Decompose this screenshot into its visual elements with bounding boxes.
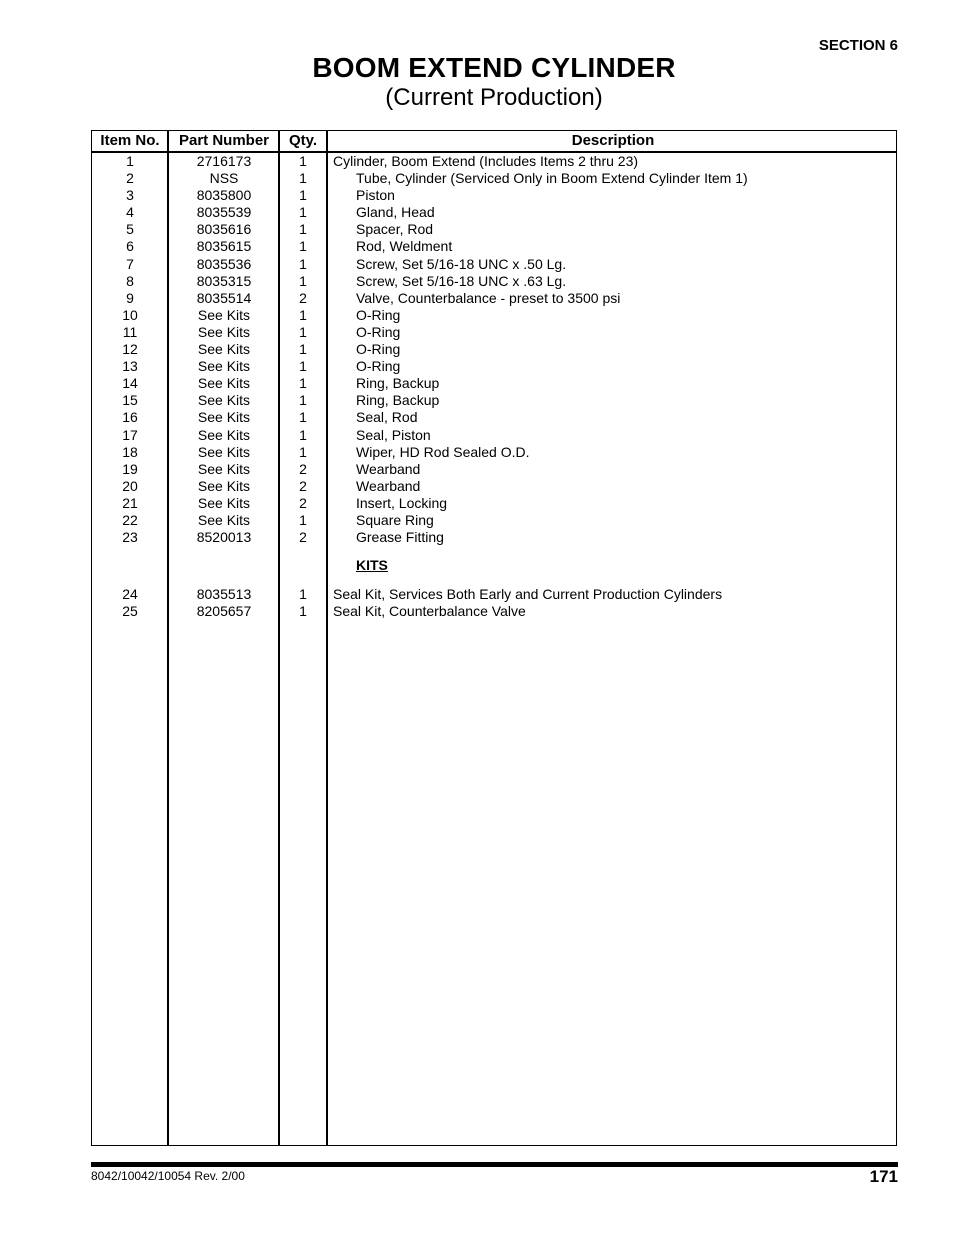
qty-cell: 2: [299, 494, 307, 511]
table-row: [92, 461, 896, 478]
table-row: [92, 512, 896, 529]
part-number-cell: 8035315: [196, 272, 252, 289]
item-no-cell: 7: [126, 255, 134, 272]
item-no-cell: 23: [122, 529, 138, 546]
part-number-cell: See Kits: [197, 460, 251, 477]
description-cell: Seal, Rod: [356, 409, 418, 426]
part-number-cell: 8205657: [196, 603, 252, 620]
item-no-cell: 25: [122, 603, 138, 620]
part-number-cell: See Kits: [197, 358, 251, 375]
item-no-cell: 15: [122, 392, 138, 409]
description-cell: Ring, Backup: [356, 392, 440, 409]
document-id: 8042/10042/10054 Rev. 2/00: [91, 1169, 245, 1183]
section-label: SECTION 6: [818, 37, 898, 54]
qty-cell: 1: [299, 392, 307, 409]
item-no-cell: 1: [126, 153, 134, 169]
qty-cell: 2: [299, 477, 307, 494]
qty-cell: 1: [299, 443, 307, 460]
description-cell: Spacer, Rod: [356, 221, 434, 238]
part-number-cell: See Kits: [197, 341, 251, 358]
item-no-cell: 17: [122, 426, 138, 443]
item-no-cell: 4: [126, 204, 134, 221]
part-number-cell: 8035513: [196, 586, 252, 603]
item-no-cell: 16: [122, 409, 138, 426]
item-no-cell: 14: [122, 375, 138, 392]
kit-rows: [92, 586, 896, 620]
part-number-cell: See Kits: [197, 323, 251, 340]
item-no-cell: 11: [122, 323, 138, 340]
description-cell: Ring, Backup: [356, 375, 440, 392]
description-cell: Piston: [356, 187, 395, 204]
table-row: [92, 290, 896, 307]
qty-cell: 1: [299, 221, 307, 238]
header-qty: Qty.: [288, 132, 318, 149]
table-row: [92, 358, 896, 375]
qty-cell: 1: [299, 375, 307, 392]
qty-cell: 1: [299, 511, 307, 528]
item-no-cell: 20: [122, 477, 138, 494]
item-no-cell: 21: [122, 494, 138, 511]
item-no-cell: 22: [122, 511, 138, 528]
part-number-cell: NSS: [209, 170, 239, 187]
table-row: [92, 375, 896, 392]
qty-cell: 1: [299, 255, 307, 272]
part-number-cell: 8520013: [196, 529, 252, 546]
description-cell: Valve, Counterbalance - preset to 3500 psi: [356, 289, 621, 306]
qty-cell: 1: [299, 341, 307, 358]
part-number-cell: See Kits: [197, 392, 251, 409]
part-number-cell: See Kits: [197, 494, 251, 511]
part-number-cell: See Kits: [197, 375, 251, 392]
item-no-cell: 9: [126, 289, 134, 306]
table-body: [92, 153, 896, 620]
qty-cell: 1: [299, 603, 307, 620]
description-cell: Seal, Piston: [356, 426, 431, 443]
item-no-cell: 2: [126, 170, 134, 187]
qty-cell: 1: [299, 426, 307, 443]
item-no-cell: 5: [126, 221, 134, 238]
part-number-cell: 8035514: [196, 289, 252, 306]
table-row: [92, 427, 896, 444]
page-number: 171: [869, 1167, 898, 1186]
description-cell: Wearband: [356, 477, 421, 494]
part-number-cell: 8035616: [196, 221, 252, 238]
part-number-cell: 8035615: [196, 238, 252, 255]
header-part-number: Part Number: [178, 132, 270, 149]
part-number-cell: See Kits: [197, 306, 251, 323]
qty-cell: 1: [299, 586, 307, 603]
qty-cell: 1: [299, 409, 307, 426]
description-cell: Seal Kit, Counterbalance Valve: [333, 603, 526, 620]
qty-cell: 1: [299, 323, 307, 340]
table-row: [92, 478, 896, 495]
table-row: [92, 324, 896, 341]
table-row: [92, 256, 896, 273]
description-cell: Screw, Set 5/16-18 UNC x .63 Lg.: [356, 272, 567, 289]
description-cell: Rod, Weldment: [356, 238, 453, 255]
table-row: [92, 153, 896, 170]
part-number-cell: See Kits: [197, 477, 251, 494]
description-cell: O-Ring: [356, 306, 401, 323]
table-row: [92, 273, 896, 290]
qty-cell: 1: [299, 358, 307, 375]
table-row: [92, 307, 896, 324]
part-number-cell: 8035536: [196, 255, 252, 272]
description-cell: Tube, Cylinder (Serviced Only in Boom Extend Cylinder Item 1): [356, 170, 748, 187]
qty-cell: 1: [299, 204, 307, 221]
table-row: [92, 603, 896, 620]
part-rows: [92, 153, 896, 546]
item-no-cell: 24: [122, 586, 138, 603]
qty-cell: 2: [299, 529, 307, 546]
description-cell: O-Ring: [356, 358, 401, 375]
description-cell: Square Ring: [356, 511, 434, 528]
description-cell: Seal Kit, Services Both Early and Current Production Cylinders: [333, 586, 723, 603]
description-cell: Gland, Head: [356, 204, 435, 221]
part-number-cell: 8035539: [196, 204, 252, 221]
kits-heading: KITS: [356, 557, 388, 574]
part-number-cell: 2716173: [196, 153, 252, 169]
item-no-cell: 12: [122, 341, 138, 358]
qty-cell: 1: [299, 238, 307, 255]
table-row: [92, 170, 896, 187]
table-row: [92, 586, 896, 603]
table-row: [92, 495, 896, 512]
part-number-cell: See Kits: [197, 426, 251, 443]
table-row: [92, 444, 896, 461]
table-row: [92, 529, 896, 546]
item-no-cell: 8: [126, 272, 134, 289]
table-row: [92, 392, 896, 409]
table-row: [92, 204, 896, 221]
part-number-cell: See Kits: [197, 409, 251, 426]
part-number-cell: See Kits: [197, 443, 251, 460]
qty-cell: 1: [299, 187, 307, 204]
description-cell: Wiper, HD Rod Sealed O.D.: [356, 443, 530, 460]
qty-cell: 2: [299, 460, 307, 477]
page-title: BOOM EXTEND CYLINDER: [312, 52, 676, 83]
qty-cell: 2: [299, 289, 307, 306]
kits-heading-row: [92, 546, 896, 586]
part-number-cell: 8035800: [196, 187, 252, 204]
footer-rule: [91, 1162, 898, 1167]
description-cell: Screw, Set 5/16-18 UNC x .50 Lg.: [356, 255, 567, 272]
description-cell: Grease Fitting: [356, 529, 444, 546]
description-cell: Cylinder, Boom Extend (Includes Items 2 thru 23): [333, 153, 639, 169]
page-subtitle: (Current Production): [385, 84, 603, 111]
parts-table: [91, 130, 897, 1146]
table-row: [92, 221, 896, 238]
qty-cell: 1: [299, 272, 307, 289]
header-item-no: Item No.: [100, 132, 160, 149]
item-no-cell: 18: [122, 443, 138, 460]
table-row: [92, 187, 896, 204]
description-cell: Wearband: [356, 460, 421, 477]
item-no-cell: 3: [126, 187, 134, 204]
table-row: [92, 341, 896, 358]
item-no-cell: 6: [126, 238, 134, 255]
description-cell: O-Ring: [356, 341, 401, 358]
header-description: Description: [571, 132, 655, 149]
qty-cell: 1: [299, 153, 307, 169]
item-no-cell: 13: [122, 358, 138, 375]
qty-cell: 1: [299, 170, 307, 187]
item-no-cell: 19: [122, 460, 138, 477]
table-row: [92, 409, 896, 426]
qty-cell: 1: [299, 306, 307, 323]
table-row: [92, 238, 896, 255]
description-cell: Insert, Locking: [356, 494, 448, 511]
part-number-cell: See Kits: [197, 511, 251, 528]
item-no-cell: 10: [122, 306, 138, 323]
description-cell: O-Ring: [356, 323, 401, 340]
